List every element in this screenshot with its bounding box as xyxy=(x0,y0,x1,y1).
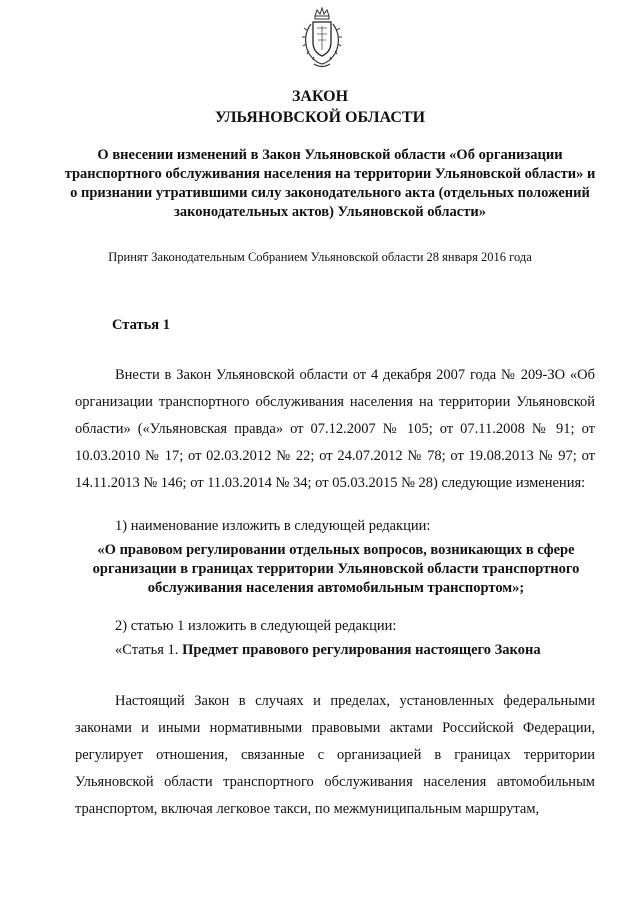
article-1-text: Настоящий Закон в случаях и пределах, установленных федеральными законами и иными нормативными правовыми актами Российской Федерации, регулирует отношения, связанные с организацией в границах территории Ульяновской области транспортного обслуживания населения автомобильным транспортом, включая легковое такси, по межмуниципальным маршрутам, xyxy=(75,693,595,817)
article-1-prefix: «Статья 1. xyxy=(115,642,179,658)
region-title: УЛЬЯНОВСКОЙ ОБЛАСТИ xyxy=(214,109,426,126)
amendment-item-2: 2) статью 1 изложить в следующей редакции: xyxy=(115,618,397,634)
new-title-quote: «О правовом регулировании отдельных вопросов, возникающих в сфере организации в границах территории Ульяновской области транспортного обслуживания населения автомобильным транспортом»; xyxy=(92,542,580,596)
law-title: ЗАКОН xyxy=(291,88,349,105)
amendment-item-1: 1) наименование изложить в следующей редакции: xyxy=(115,518,431,534)
article-1-title: Предмет правового регулирования настоящего Закона xyxy=(182,642,541,658)
adoption-note: Принят Законодательным Собранием Ульяновской области 28 января 2016 года xyxy=(108,250,532,264)
coat-of-arms-icon xyxy=(298,6,346,72)
amendment-paragraph: Внести в Закон Ульяновской области от 4 декабря 2007 года № 209-ЗО «Об организации транспортного обслуживания населения на территории Ульяновской области» («Ульяновская правда» от 07.12.2007 № 105; от 07.11.2008 № 91; от 10.03.2010 № 17; от 02.03.2012 № 22; от 24.07.2012 № 78; от 19.08.2013 № 97; от 14.11.2013 № 146; от 11.03.2014 № 34; от 05.03.2015 № 28) следующие изменения: xyxy=(75,367,595,491)
law-subject: О внесении изменений в Закон Ульяновской области «Об организации транспортного обслуживания населения на территории Ульяновской области» и о признании утратившими силу законодательного акта (отдельных положений законодательных актов) Ульяновской области» xyxy=(64,147,596,220)
article-1-heading-quote xyxy=(115,641,541,659)
article-heading: Статья 1 xyxy=(112,317,170,333)
